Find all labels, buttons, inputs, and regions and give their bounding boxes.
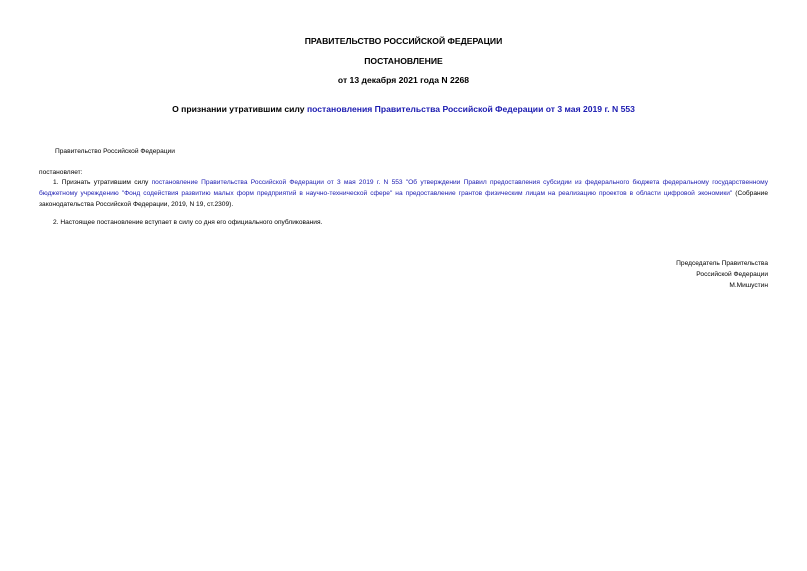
- paragraph-item-2: 2. Настоящее постановление вступает в силу со дня его официального опубликования.: [53, 219, 323, 226]
- document-title-prefix: О признании утратившим силу: [172, 104, 307, 114]
- government-heading: ПРАВИТЕЛЬСТВО РОССИЙСКОЙ ФЕДЕРАЦИИ: [304, 36, 503, 46]
- signature-position-line-2: Российской Федерации: [696, 271, 768, 278]
- decides-line: постановляет:: [39, 169, 83, 176]
- paragraph-item-1: [39, 177, 768, 210]
- document-title-link[interactable]: постановления Правительства Российской Федерации от 3 мая 2019 г. N 553: [306, 104, 635, 114]
- document-title: [0, 104, 807, 115]
- document-type-heading: ПОСТАНОВЛЕНИЕ: [364, 56, 443, 66]
- signature-block: [676, 258, 768, 291]
- item-1-prefix: 1. Признать утратившим силу: [53, 179, 152, 186]
- signature-name: М.Мишустин: [729, 282, 768, 289]
- item-1-suffix: (Собрание законодательства Российской Федерации, 2019, N 19, ст.2309).: [39, 190, 769, 208]
- date-number-heading: от 13 декабря 2021 года N 2268: [337, 75, 470, 85]
- item-1-link[interactable]: постановление Правительства Российской Федерации от 3 мая 2019 г. N 553 "Об утверждении Правил предоставления субсидии из федерального бюджета федеральному государственному бюджетному учреждению "Фонд содействия развитию малых форм предприятий в научно-технической сфере" на предоставление грантов физическим лицам на реализацию проектов в области цифровой экономики": [39, 179, 768, 197]
- issuer-line: Правительство Российской Федерации: [55, 148, 175, 155]
- signature-position-line-1: Председатель Правительства: [676, 260, 768, 267]
